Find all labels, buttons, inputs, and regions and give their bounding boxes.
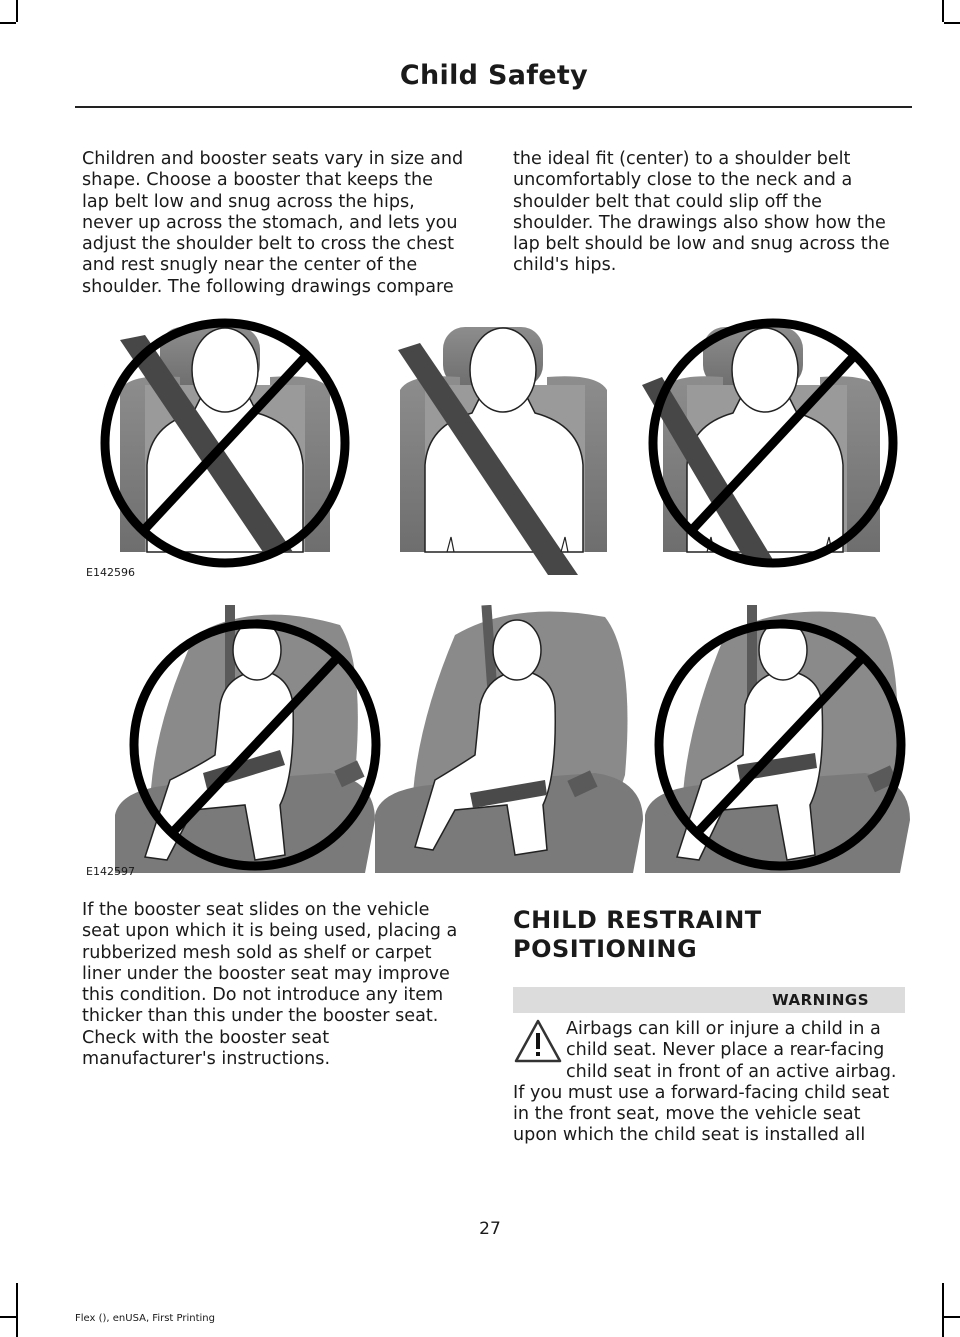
text-line: seat upon which it is being used, placing a — [82, 921, 458, 942]
text-line: shoulder belt that could slip off the — [513, 191, 822, 212]
shoulder-belt-figure — [75, 315, 912, 585]
text-line: this condition. Do not introduce any item — [82, 985, 444, 1006]
lap-belt-illustration — [75, 605, 912, 880]
warning-text — [513, 1019, 908, 1147]
text-line: shoulder. The following drawings compare — [82, 276, 454, 297]
crop-mark — [0, 1316, 16, 1318]
text-line: the ideal fit (center) to a shoulder belt — [513, 149, 851, 169]
text-line: Check with the booster seat — [82, 1027, 330, 1048]
text-line: Children and booster seats vary in size and — [82, 149, 464, 169]
lap-belt-figure — [75, 605, 912, 880]
intro-right-paragraph — [513, 149, 890, 277]
crop-mark — [942, 1283, 944, 1337]
page-number: 27 — [479, 1219, 501, 1239]
crop-mark — [0, 22, 16, 24]
crop-mark — [942, 0, 944, 22]
booster-slide-paragraph — [82, 900, 457, 1070]
text-line: never up across the stomach, and lets you — [82, 212, 458, 233]
page-title: Child Safety — [399, 60, 588, 91]
heading-line: CHILD RESTRAINT — [513, 906, 762, 934]
text-line: If the booster seat slides on the vehicle — [82, 900, 430, 920]
text-line: manufacturer's instructions. — [82, 1049, 331, 1070]
text-line: adjust the shoulder belt to cross the chest — [82, 234, 455, 255]
text-line: uncomfortably close to the neck and a — [513, 170, 853, 191]
print-info: Flex (), enUSA, First Printing — [75, 1313, 215, 1324]
shoulder-belt-illustration — [75, 315, 912, 585]
figure-code-label: E142596 — [86, 566, 135, 579]
header-rule — [75, 106, 912, 108]
text-line: rubberized mesh sold as shelf or carpet — [82, 942, 432, 963]
seat-panel-correct-fit — [398, 327, 607, 575]
text-line: child seat in front of an active airbag. — [566, 1061, 897, 1082]
booster-panel-belt-off-shoulder — [645, 605, 910, 873]
text-line: shoulder. The drawings also show how the — [513, 212, 886, 233]
text-line: and rest snugly near the center of the — [82, 255, 418, 276]
section-heading — [513, 906, 762, 964]
text-line: Airbags can kill or injure a child in a — [566, 1019, 881, 1039]
heading-line: POSITIONING — [513, 935, 698, 963]
intro-left-paragraph — [82, 149, 463, 298]
text-line: child seat. Never place a rear-facing — [566, 1040, 885, 1061]
text-line: thicker than this under the booster seat. — [82, 1006, 439, 1027]
crop-mark — [16, 0, 18, 22]
crop-mark — [944, 1316, 960, 1318]
text-line: upon which the child seat is installed all — [513, 1125, 866, 1146]
text-line: liner under the booster seat may improve — [82, 963, 450, 984]
crop-mark — [16, 1283, 18, 1337]
text-line: lap belt low and snug across the hips, — [82, 191, 415, 212]
text-line: in the front seat, move the vehicle seat — [513, 1104, 861, 1125]
figure-code-label: E142597 — [86, 865, 135, 878]
text-line: shape. Choose a booster that keeps the — [82, 170, 433, 191]
crop-mark — [944, 22, 960, 24]
text-line: lap belt should be low and snug across the — [513, 234, 890, 255]
booster-panel-correct-fit — [375, 605, 643, 873]
warnings-bar: WARNINGS — [513, 987, 905, 1013]
text-line: child's hips. — [513, 255, 617, 276]
text-line: If you must use a forward-facing child seat — [513, 1082, 890, 1103]
